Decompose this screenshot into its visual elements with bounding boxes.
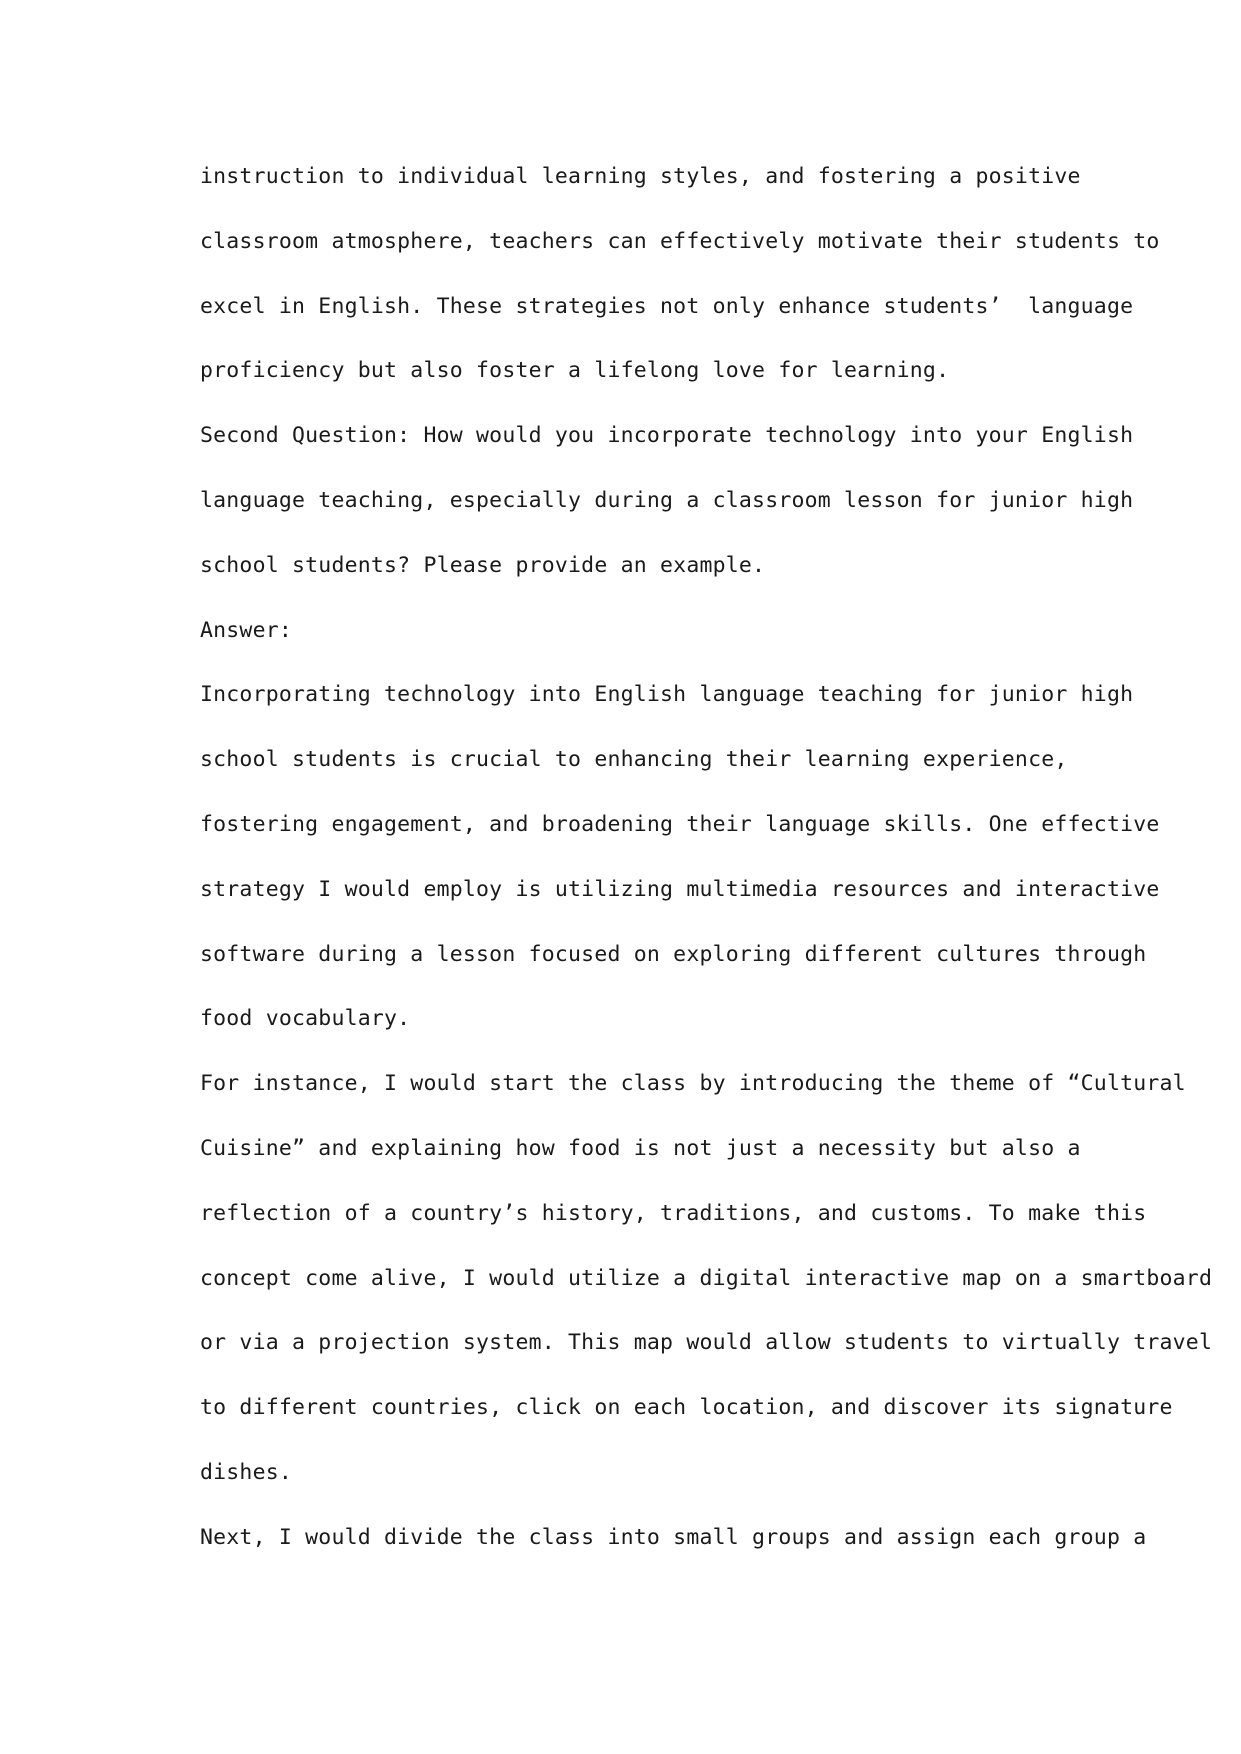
text-line: concept come alive, I would utilize a digital interactive map on a smartboard <box>200 1265 1213 1291</box>
text-line: strategy I would employ is utilizing multimedia resources and interactive <box>200 876 1160 902</box>
question-line: Second Question: How would you incorporate technology into your English <box>200 423 1134 449</box>
body-text <box>200 145 1213 1571</box>
text-line: Next, I would divide the class into small groups and assign each group a <box>200 1524 1147 1550</box>
text-line: Cuisine” and explaining how food is not just a necessity but also a <box>200 1135 1081 1161</box>
text-line: fostering engagement, and broadening their language skills. One effective <box>200 811 1160 837</box>
text-line: school students is crucial to enhancing their learning experience, <box>200 747 1068 773</box>
text-line: Incorporating technology into English language teaching for junior high <box>200 682 1134 708</box>
text-line: classroom atmosphere, teachers can effectively motivate their students to <box>200 228 1160 254</box>
text-line: reflection of a country’s history, traditions, and customs. To make this <box>200 1200 1147 1226</box>
text-line: proficiency but also foster a lifelong love for learning. <box>200 358 950 384</box>
text-line: dishes. <box>200 1459 293 1485</box>
text-line: For instance, I would start the class by introducing the theme of “Cultural <box>200 1071 1186 1097</box>
text-line: instruction to individual learning styles, and fostering a positive <box>200 164 1081 189</box>
answer-label: Answer: <box>200 617 293 643</box>
text-line: excel in English. These strategies not only enhance students’ language <box>200 293 1134 319</box>
text-line: food vocabulary. <box>200 1006 411 1032</box>
text-line: software during a lesson focused on exploring different cultures through <box>200 941 1147 967</box>
text-line: or via a projection system. This map would allow students to virtually travel <box>200 1330 1213 1356</box>
question-line: language teaching, especially during a classroom lesson for junior high <box>200 487 1134 513</box>
text-line: to different countries, click on each location, and discover its signature <box>200 1395 1173 1421</box>
question-line: school students? Please provide an example. <box>200 552 766 578</box>
